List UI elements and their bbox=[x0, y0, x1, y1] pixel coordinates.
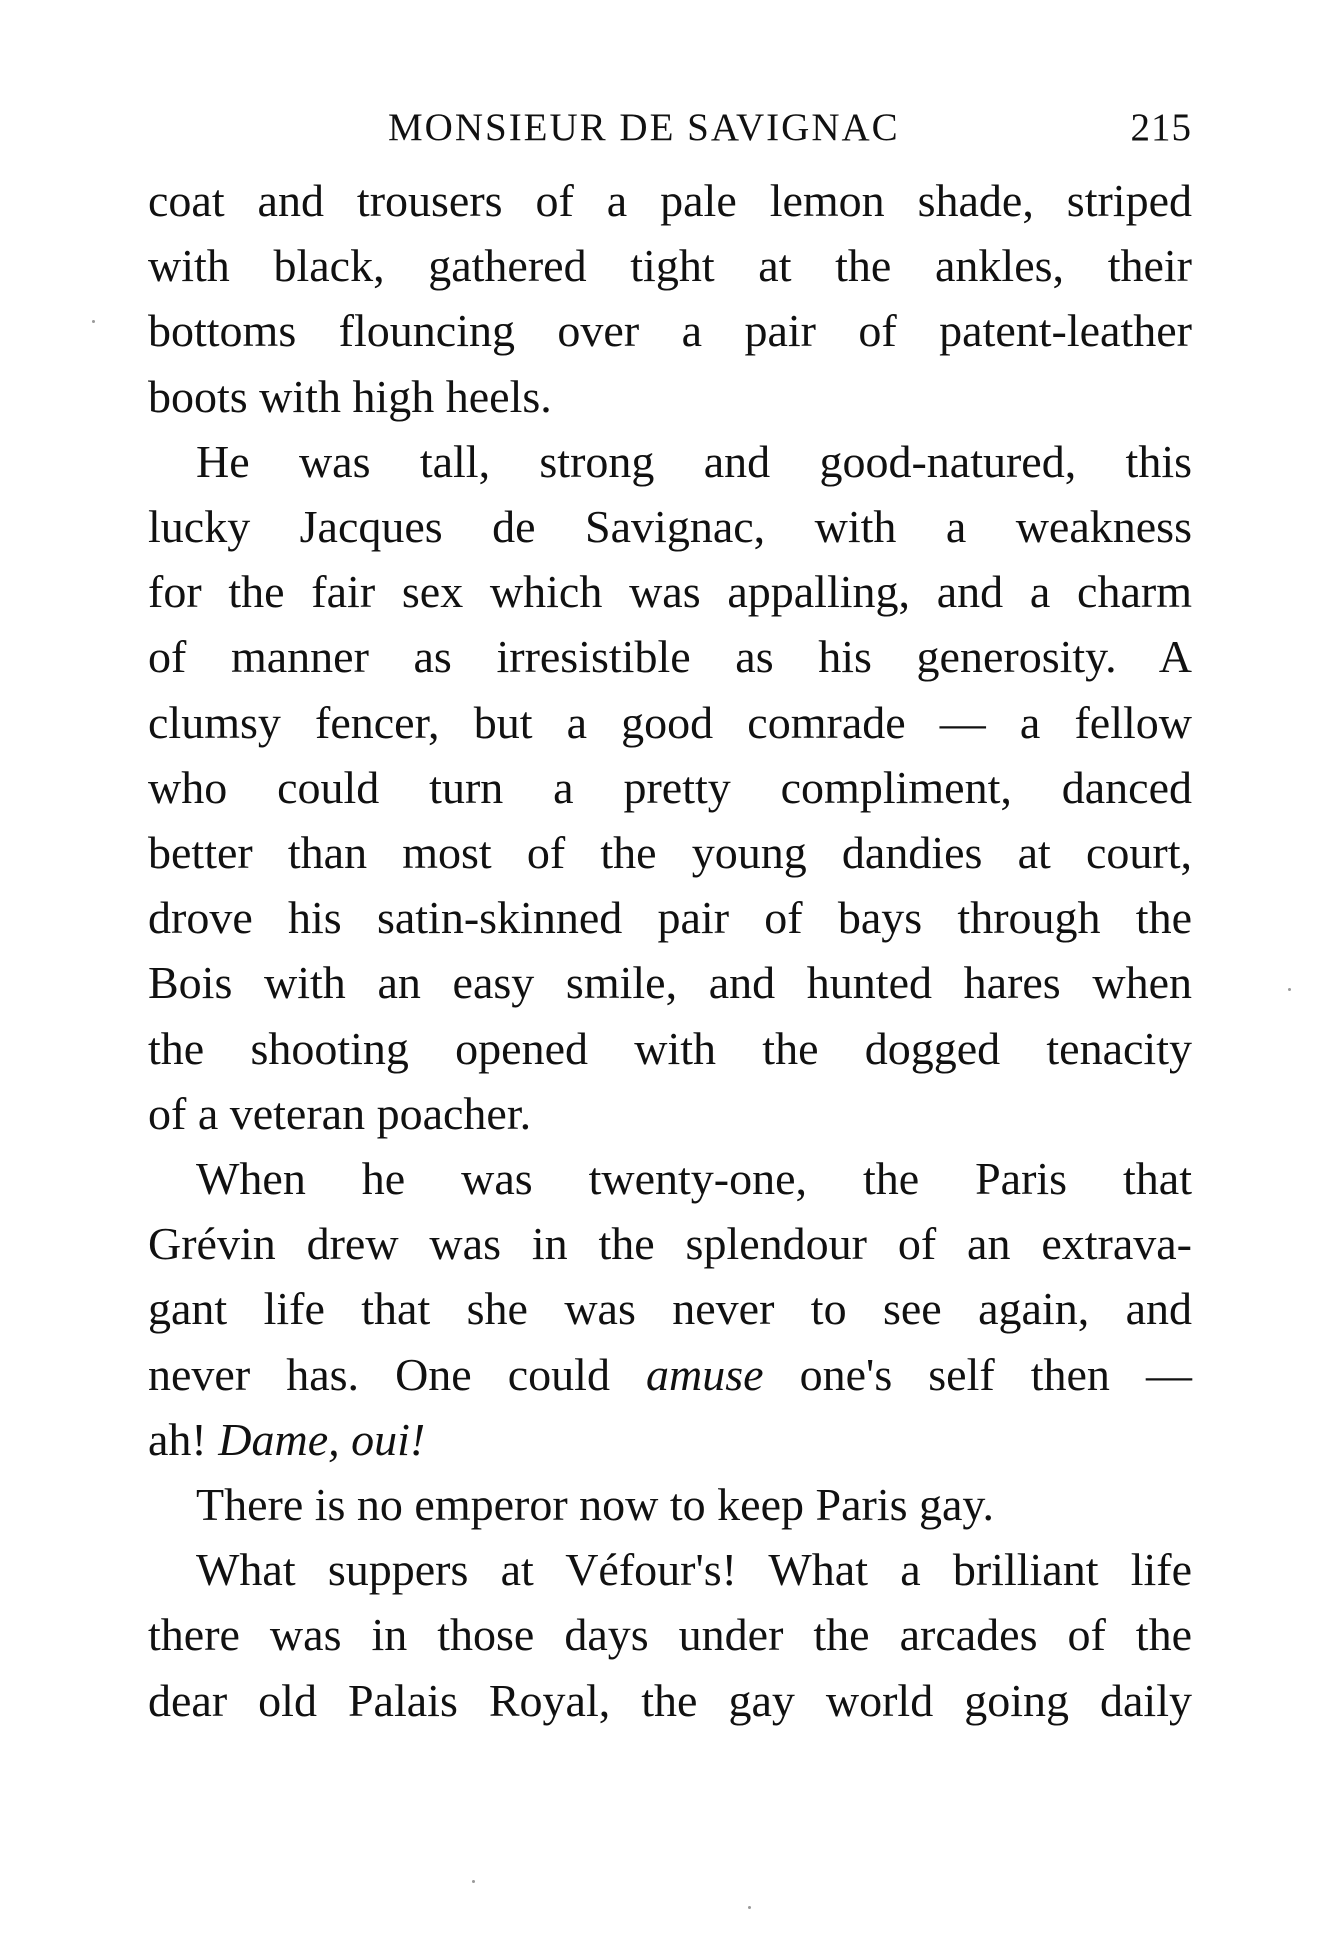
text-line: the shooting opened with the dogged tenacity bbox=[148, 1022, 1192, 1074]
text-line bbox=[148, 1342, 1192, 1407]
text-line: coat and trousers of a pale lemon shade, striped bbox=[148, 175, 1192, 226]
text-line: What suppers at Véfour's! What a brilliant life bbox=[196, 1544, 1192, 1596]
text-segment: never has. One could bbox=[148, 1348, 647, 1400]
scan-speck bbox=[472, 1880, 475, 1883]
page-number: 215 bbox=[1130, 106, 1192, 149]
scan-speck bbox=[748, 1906, 751, 1909]
text-line: with black, gathered tight at the ankles, their bbox=[148, 240, 1192, 292]
running-title: MONSIEUR DE SAVIGNAC bbox=[388, 106, 900, 149]
text-line: bottoms flouncing over a pair of patent-leather bbox=[148, 305, 1192, 357]
text-line: boots with high heels. bbox=[148, 370, 552, 422]
text-segment: one's self then — bbox=[763, 1348, 1192, 1400]
text-line: Bois with an easy smile, and hunted hares when bbox=[148, 957, 1192, 1009]
text-line: drove his satin-skinned pair of bays through the bbox=[148, 892, 1192, 944]
text-line: dear old Palais Royal, the gay world going daily bbox=[148, 1674, 1192, 1726]
text-line: who could turn a pretty compliment, danced bbox=[148, 761, 1192, 813]
text-line: lucky Jacques de Savignac, with a weakness bbox=[148, 501, 1192, 553]
scan-speck bbox=[92, 320, 95, 323]
text-line: gant life that she was never to see again, and bbox=[148, 1283, 1192, 1335]
text-line: When he was twenty-one, the Paris that bbox=[196, 1153, 1192, 1205]
text-line: He was tall, strong and good-natured, this bbox=[196, 435, 1192, 487]
italic-text: amuse bbox=[646, 1348, 764, 1400]
italic-text: Dame, oui! bbox=[218, 1413, 426, 1465]
text-line: of a veteran poacher. bbox=[148, 1087, 532, 1139]
body-text bbox=[148, 168, 1192, 1733]
text-line: better than most of the young dandies at court, bbox=[148, 827, 1192, 879]
text-line: of manner as irresistible as his generosity. A bbox=[148, 631, 1192, 683]
text-line: there was in those days under the arcades of the bbox=[148, 1609, 1192, 1661]
text-line: Grévin drew was in the splendour of an extrava- bbox=[148, 1218, 1192, 1270]
text-line: for the fair sex which was appalling, and a charm bbox=[148, 566, 1192, 618]
text-line bbox=[148, 1407, 1192, 1472]
text-line: There is no emperor now to keep Paris gay. bbox=[196, 1479, 994, 1531]
scan-speck bbox=[1288, 988, 1291, 991]
running-head bbox=[148, 98, 1192, 158]
text-segment: ah! bbox=[148, 1413, 219, 1465]
text-line: clumsy fencer, but a good comrade — a fellow bbox=[148, 696, 1192, 748]
